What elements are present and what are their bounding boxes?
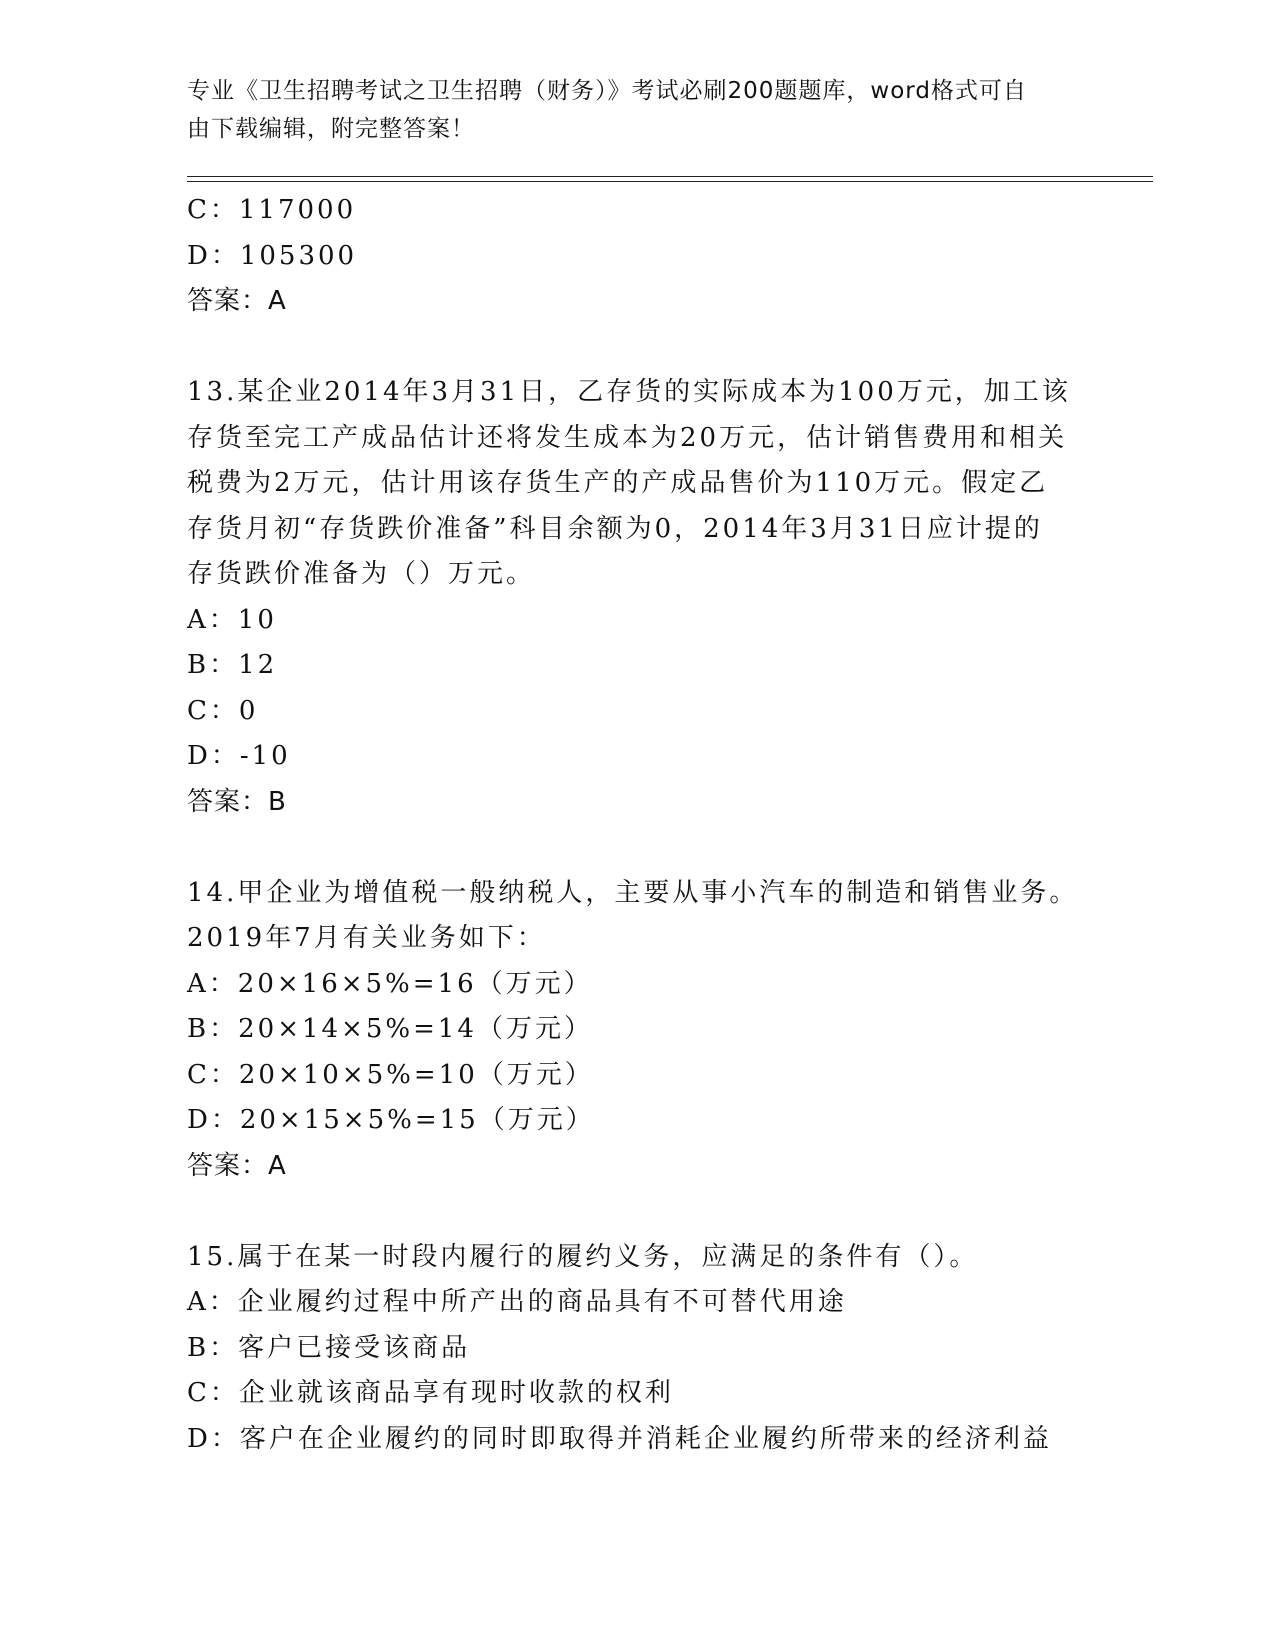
option-c: C：0	[187, 695, 259, 726]
question-text-line: 存货至完工产成品估计还将发生成本为20万元，估计销售费用和相关	[187, 422, 1068, 453]
question-13	[187, 370, 1087, 825]
option-c: C：20×10×5%=10（万元）	[187, 1059, 594, 1090]
question-12-tail	[187, 188, 1087, 325]
question-text-line: 2019年7月有关业务如下：	[187, 923, 546, 953]
option-a: A：10	[187, 604, 277, 635]
question-text-line: 15.属于在某一时段内履行的履约义务，应满足的条件有（）。	[187, 1241, 979, 1272]
option-d: D：客户在企业履约的同时即取得并消耗企业履约所带来的经济利益	[187, 1423, 1052, 1454]
header-divider-bottom	[187, 181, 1153, 182]
option-d: D：20×15×5%=15（万元）	[187, 1105, 595, 1135]
question-text-line: 14.甲企业为增值税一般纳税人，主要从事小汽车的制造和销售业务。	[187, 877, 1079, 908]
option-a: A：20×16×5%=16（万元）	[187, 968, 593, 999]
option-d: D：105300	[187, 240, 358, 271]
answer-line: 答案：A	[187, 286, 287, 316]
document-body	[187, 188, 1087, 1462]
option-b: B：12	[187, 650, 278, 680]
header-title-line-2: 由下载编辑，附完整答案！	[187, 116, 475, 142]
question-text-line: 存货月初“存货跌价准备”科目余额为0，2014年3月31日应计提的	[187, 513, 1043, 544]
option-c: C：117000	[187, 195, 357, 225]
answer-line: 答案：A	[187, 1150, 287, 1181]
header-title-line-1: 专业《卫生招聘考试之卫生招聘（财务）》考试必刷200题题库，word格式可自	[187, 78, 1027, 104]
question-14	[187, 871, 1087, 1190]
option-b: B：20×14×5%=14（万元）	[187, 1014, 593, 1044]
question-text-line: 存货跌价准备为（）万元。	[187, 559, 536, 589]
question-15	[187, 1235, 1087, 1463]
option-a: A：企业履约过程中所产出的商品具有不可替代用途	[187, 1287, 847, 1317]
option-b: B：客户已接受该商品	[187, 1332, 471, 1363]
header-divider-top	[187, 176, 1153, 177]
document-header	[187, 72, 1087, 148]
option-c: C：企业就该商品享有现时收款的权利	[187, 1378, 674, 1408]
question-text-line: 税费为2万元，估计用该存货生产的产成品售价为110万元。假定乙	[187, 468, 1049, 498]
option-d: D：-10	[187, 741, 291, 771]
question-text-line: 13.某企业2014年3月31日，乙存货的实际成本为100万元，加工该	[187, 377, 1071, 407]
answer-line: 答案：B	[187, 786, 287, 817]
